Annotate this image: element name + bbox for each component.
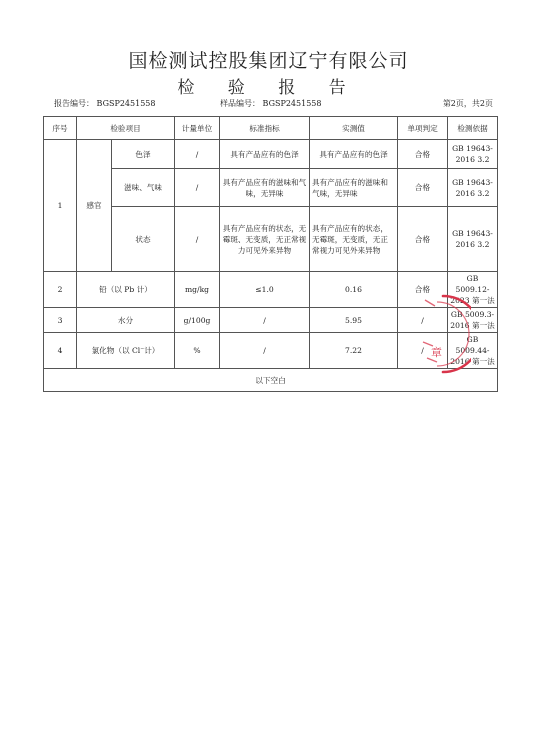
cell-basis: GB 19643-2016 3.2 [448, 140, 498, 169]
header-unit: 计量单位 [175, 117, 220, 140]
cell-subitem: 滋味、气味 [112, 169, 175, 207]
table-row [44, 308, 498, 333]
cell-basis: GB 19643-2016 3.2 [448, 169, 498, 207]
cell-measured: 具有产品应有的滋味和气味，无异味 [310, 169, 398, 207]
cell-judgement: 合格 [398, 272, 448, 308]
cell-measured: 5.95 [310, 308, 398, 333]
cell-subitem: 状态 [112, 207, 175, 272]
cell-item: 氯化物（以 Cl⁻计） [77, 333, 175, 369]
cell-measured: 0.16 [310, 272, 398, 308]
cell-judgement: / [398, 333, 448, 369]
sample-number [220, 98, 321, 109]
cell-unit: / [175, 140, 220, 169]
cell-subitem: 色泽 [112, 140, 175, 169]
report-number-label: 报告编号： [54, 99, 94, 108]
cell-measured: 具有产品应有的色泽 [310, 140, 398, 169]
table-row [44, 140, 498, 169]
cell-judgement: 合格 [398, 169, 448, 207]
cell-standard: ≤1.0 [220, 272, 310, 308]
page-info: 第2页，共2页 [442, 99, 493, 108]
cell-basis: GB 5009.3-2016 第一法 [448, 308, 498, 333]
header-seq: 序号 [44, 117, 77, 140]
table-row [44, 169, 498, 207]
sample-number-label: 样品编号： [220, 99, 260, 108]
report-number [54, 98, 155, 109]
header-item: 检验项目 [77, 117, 175, 140]
company-name: 国检测试控股集团辽宁有限公司 [128, 50, 409, 72]
table-row [44, 333, 498, 369]
cell-basis: GB 5009.44-2016 第一法 [448, 333, 498, 369]
cell-basis: GB 19643-2016 3.2 [448, 207, 498, 272]
cell-basis: GB 5009.12-2023 第一法 [448, 272, 498, 308]
header-standard: 标准指标 [220, 117, 310, 140]
cell-measured: 具有产品应有的状态，无霉斑，无变质，无正常视力可见外来异物 [310, 207, 398, 272]
header-measured: 实测值 [310, 117, 398, 140]
cell-standard: 具有产品应有的状态，无霉斑、无变质，无正常视力可见外来异物 [220, 207, 310, 272]
table-row [44, 272, 498, 308]
table-row [44, 207, 498, 272]
cell-seq: 1 [44, 140, 77, 272]
seal-character: 章 [431, 346, 442, 359]
cell-standard: 具有产品应有的色泽 [220, 140, 310, 169]
cell-item: 水分 [77, 308, 175, 333]
header-judgement: 单项判定 [398, 117, 448, 140]
cell-standard: / [220, 333, 310, 369]
report-title: 检 验 报 告 [177, 78, 360, 98]
cell-unit: / [175, 169, 220, 207]
cell-judgement: 合格 [398, 140, 448, 169]
sample-number-value: BGSP2451558 [262, 99, 322, 108]
cell-unit: / [175, 207, 220, 272]
cell-standard: / [220, 308, 310, 333]
inspection-table [43, 116, 498, 392]
cell-item: 铅（以 Pb 计） [77, 272, 175, 308]
cell-standard: 具有产品应有的滋味和气味，无异味 [220, 169, 310, 207]
cell-seq: 4 [44, 333, 77, 369]
cell-measured: 7.22 [310, 333, 398, 369]
table-header-row [44, 117, 498, 140]
header-basis: 检测依据 [448, 117, 498, 140]
blank-below-note: 以下空白 [44, 369, 498, 392]
cell-unit: mg/kg [175, 272, 220, 308]
table-footer-row [44, 369, 498, 392]
cell-category: 感官 [77, 140, 112, 272]
cell-seq: 2 [44, 272, 77, 308]
cell-judgement: / [398, 308, 448, 333]
cell-unit: g/100g [175, 308, 220, 333]
cell-seq: 3 [44, 308, 77, 333]
cell-unit: % [175, 333, 220, 369]
cell-judgement: 合格 [398, 207, 448, 272]
report-number-value: BGSP2451558 [96, 99, 156, 108]
